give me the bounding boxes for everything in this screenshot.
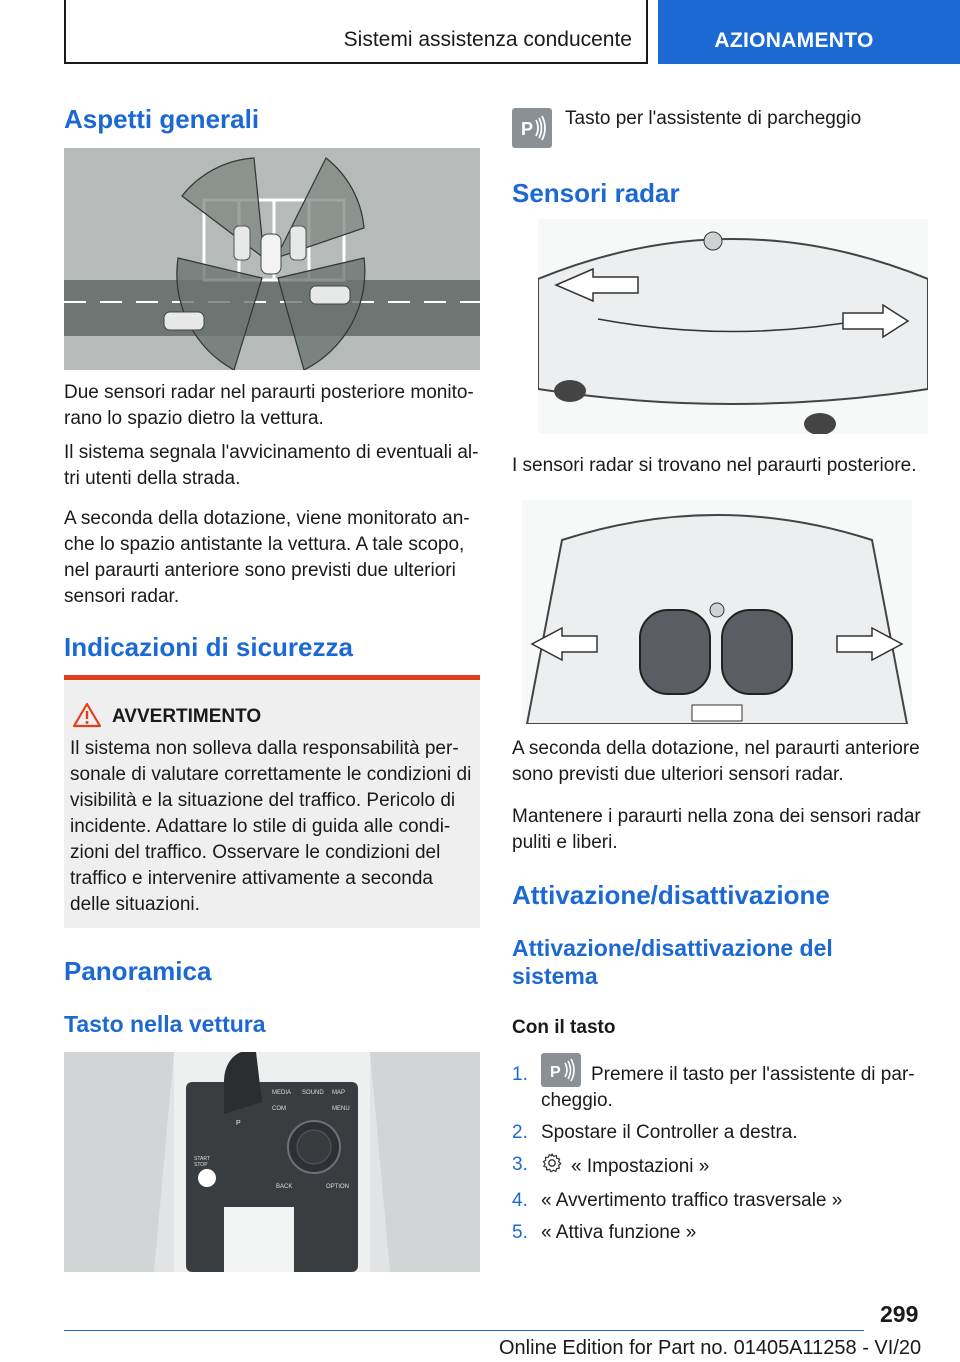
section-title: Sistemi assistenza conducente [343,28,632,51]
rear-bumper-image [538,219,928,434]
parking-assistant-icon [541,1053,581,1087]
step-2-number: 2. [512,1122,528,1143]
svg-text:P: P [521,119,534,139]
console-label-com: COM [272,1106,286,1112]
subheading-button: Tasto nella vettura [64,1011,266,1037]
center-console-image [64,1052,480,1272]
svg-text:P: P [550,1063,561,1081]
step-5 [512,1220,932,1246]
console-label-back: BACK [276,1184,293,1190]
footer-divider [64,1330,864,1331]
step-1 [512,1062,932,1114]
console-label-option: OPTION [326,1184,350,1190]
chapter-tab[interactable] [658,0,960,64]
para-keep-clean: Mantenere i paraurti nella zona dei sensori radar puliti e liberi. [512,806,921,853]
warning-title: AVVERTIMENTO [112,706,262,727]
label-with-button: Con il tasto [512,1017,616,1038]
radar-coverage-diagram [64,148,480,370]
step-3-number: 3. [512,1154,528,1175]
button-caption: Tasto per l'assistente di parcheggio [565,108,862,129]
heading-safety: Indicazioni di sicurezza [64,632,353,662]
step-4-number: 4. [512,1190,528,1211]
chapter-tab-label: AZIONAMENTO [714,29,874,52]
step-2-text: Spostare il Controller a destra. [541,1122,798,1143]
parking-assistant-icon [512,108,552,148]
header-section-box [64,0,648,64]
subheading-system-activation: Attivazione/disattivazione del sistema [512,935,833,989]
step-3 [512,1152,932,1182]
step-4-text: « Avvertimento traffico trasversale » [541,1190,843,1211]
footer-edition: Online Edition for Part no. 01405A11258 - VI/20 [499,1337,922,1359]
heading-general: Aspetti generali [64,104,260,134]
step-1-text: Premere il tasto per l'assistente di par-cheggio. [541,1064,915,1111]
console-label-sound: SOUND [302,1090,324,1096]
heading-radar-sensors: Sensori radar [512,178,680,208]
gear-icon [541,1152,563,1182]
warning-text: Il sistema non solleva dalla responsabilità per-sonale di valutare correttamente le condizioni di visibilità e la situazione del traffico. Pericolo di incidente. Adattare lo stile di guida alle condi-zioni del traffico. Osservare le condizioni del traffico e intervenire attivamente a seconda delle situazioni. [70,738,472,915]
console-label-start-stop: START STOP [194,1156,210,1168]
para-front-radar: A seconda della dotazione, nel paraurti anteriore sono previsti due ulteriori sensori radar. [512,738,920,785]
warning-triangle-icon [72,702,102,733]
para-front-sensors: A seconda della dotazione, viene monitorato an-che lo spazio antistante la vettura. A tale scopo, nel paraurti anteriore sono previsti due ulteriori sensori radar. [64,508,470,607]
step-5-text: « Attiva funzione » [541,1222,697,1243]
front-bumper-image [522,500,912,724]
heading-activation: Attivazione/disattivazione [512,880,830,910]
console-label-map: MAP [332,1090,346,1096]
para-approach: Il sistema segnala l'avvicinamento di eventuali al-tri utenti della strada. [64,442,479,489]
step-4 [512,1188,932,1214]
warning-box [64,675,480,928]
console-label-gear-p: P [236,1120,241,1127]
step-3-text: « Impostazioni » [571,1156,710,1178]
step-1-number: 1. [512,1064,528,1085]
console-label-menu: MENU [332,1106,350,1112]
para-rear-sensors: Due sensori radar nel paraurti posteriore monito-rano lo spazio dietro la vettura. [64,382,474,429]
caption-rear-sensors: I sensori radar si trovano nel paraurti posteriore. [512,455,917,476]
steps-list [512,1062,932,1252]
heading-overview: Panoramica [64,956,212,986]
step-5-number: 5. [512,1222,528,1243]
console-label-media: MEDIA [272,1090,292,1096]
step-2 [512,1120,932,1146]
page-number: 299 [880,1301,919,1327]
